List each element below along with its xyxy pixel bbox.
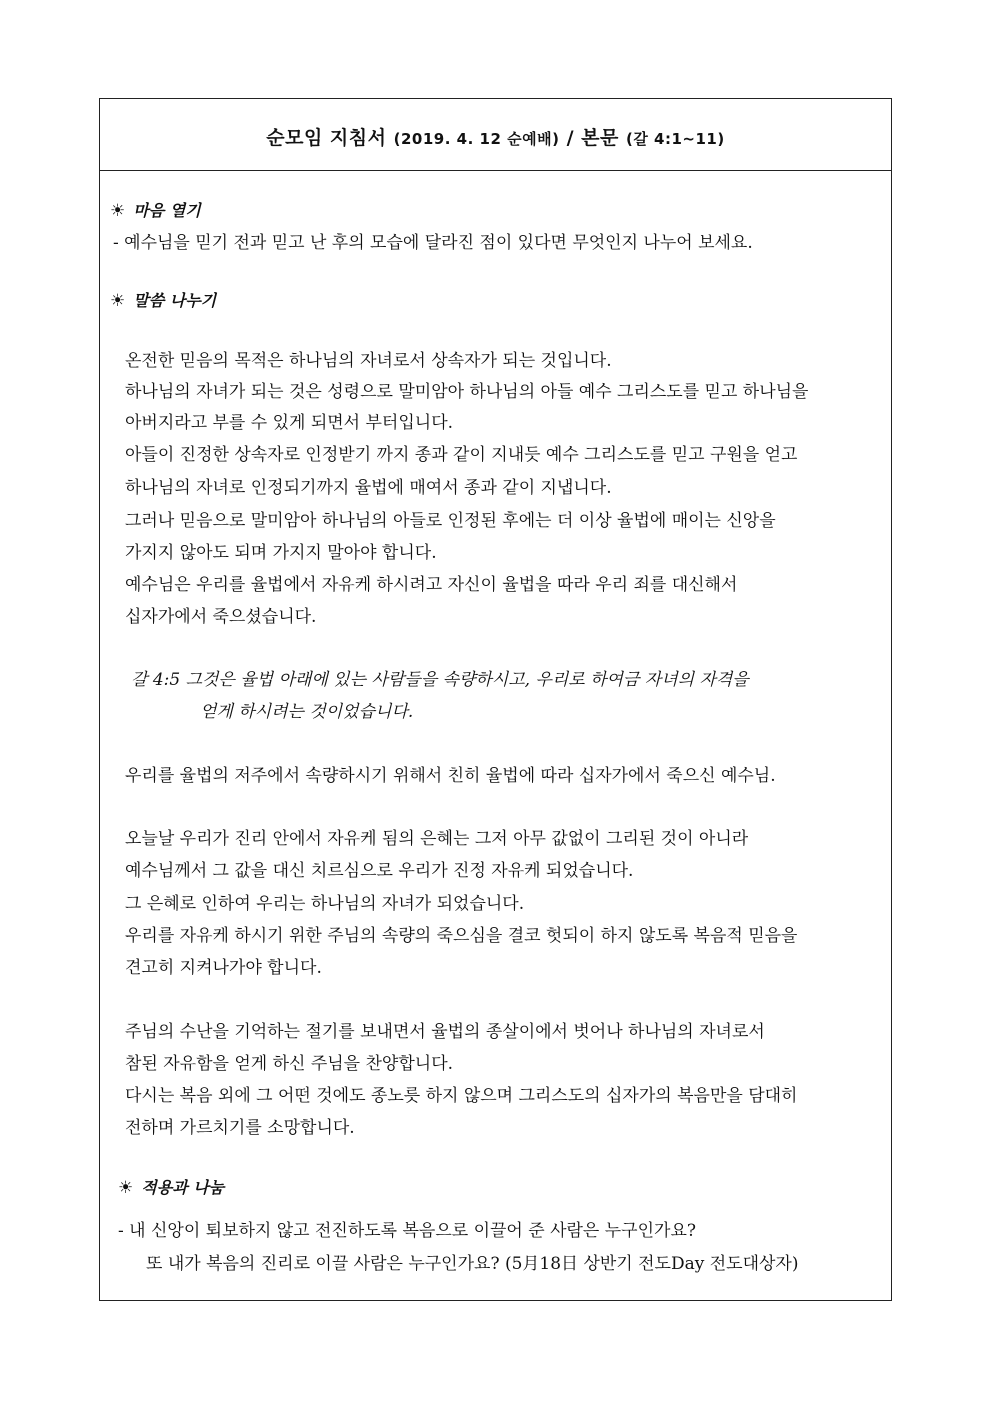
opening-question: - 예수님을 믿기 전과 믿고 난 후의 모습에 달라진 점이 있다면 무엇인지 나누어 보세요. <box>113 233 753 253</box>
word-line: 십자가에서 죽으셨습니다. <box>125 607 317 627</box>
paragraph-line: 다시는 복음 외에 그 어떤 것에도 종노릇 하지 않으며 그리스도의 십자가의 복음만을 담대히 <box>125 1086 798 1106</box>
word-heading: ☀ 말씀 나누기 <box>110 291 217 311</box>
word-line: 아버지라고 부를 수 있게 되면서 부터입니다. <box>125 413 454 433</box>
word-line: 아들이 진정한 상속자로 인정받기 까지 종과 같이 지내듯 예수 그리스도를 믿고 구원을 얻고 <box>125 445 798 465</box>
word-line: 가지지 않아도 되며 가지지 말아야 합니다. <box>125 543 437 563</box>
title-date: (2019. 4. 12 순예배) <box>393 130 560 148</box>
apply-question: - 내 신앙이 퇴보하지 않고 전진하도록 복음으로 이끌어 준 사람은 누구인가요? <box>118 1221 696 1241</box>
title-text: 본문 <box>581 127 619 149</box>
sun-icon: ☀ <box>118 1178 134 1198</box>
paragraph-line: 오늘날 우리가 진리 안에서 자유케 됨의 은혜는 그저 아무 값없이 그리된 것이 아니라 <box>125 829 749 849</box>
word-line: 온전한 믿음의 목적은 하나님의 자녀로서 상속자가 되는 것입니다. <box>125 351 612 371</box>
title-main: 순모임 지침서 <box>266 127 387 149</box>
sun-icon: ☀ <box>110 291 126 311</box>
apply-heading: ☀ 적용과 나눔 <box>118 1178 225 1198</box>
paragraph-line: 참된 자유함을 얻게 하신 주님을 찬양합니다. <box>125 1054 454 1074</box>
title-separator: / <box>566 127 575 149</box>
paragraph-line: 그 은혜로 인하여 우리는 하나님의 자녀가 되었습니다. <box>125 894 525 914</box>
title-row <box>100 99 891 171</box>
paragraph-line: 우리를 율법의 저주에서 속량하시기 위해서 친히 율법에 따라 십자가에서 죽으신 예수님. <box>125 766 776 786</box>
opening-heading: ☀ 마음 열기 <box>110 201 201 221</box>
paragraph-line: 우리를 자유케 하시기 위한 주님의 속량의 죽으심을 결코 헛되이 하지 않도록 복음적 믿음을 <box>125 926 798 946</box>
paragraph-line: 주님의 수난을 기억하는 절기를 보내면서 율법의 종살이에서 벗어나 하나님의 자녀로서 <box>125 1022 765 1042</box>
word-line: 하나님의 자녀가 되는 것은 성령으로 말미암아 하나님의 아들 예수 그리스도를 믿고 하나님을 <box>125 382 809 402</box>
verse-line: 갈 4:5 그것은 율법 아래에 있는 사람들을 속량하시고, 우리로 하여금 자녀의 자격을 <box>131 670 749 690</box>
verse-line: 얻게 하시려는 것이었습니다. <box>200 702 414 722</box>
paragraph-line: 견고히 지켜나가야 합니다. <box>125 958 322 978</box>
sun-icon: ☀ <box>110 201 126 221</box>
page-title <box>266 123 724 150</box>
paragraph-line: 예수님께서 그 값을 대신 치르심으로 우리가 진정 자유케 되었습니다. <box>125 861 634 881</box>
paragraph-line: 전하며 가르치기를 소망합니다. <box>125 1118 355 1138</box>
word-line: 예수님은 우리를 율법에서 자유케 하시려고 자신이 율법을 따라 우리 죄를 대신해서 <box>125 575 738 595</box>
word-line: 하나님의 자녀로 인정되기까지 율법에 매여서 종과 같이 지냅니다. <box>125 478 612 498</box>
title-reference: (갈 4:1~11) <box>625 130 725 148</box>
apply-question: 또 내가 복음의 진리로 이끌 사람은 누구인가요? (5月18日 상반기 전도Day 전도대상자) <box>146 1254 799 1274</box>
word-line: 그러나 믿음으로 말미암아 하나님의 아들로 인정된 후에는 더 이상 율법에 매이는 신앙을 <box>125 511 776 531</box>
